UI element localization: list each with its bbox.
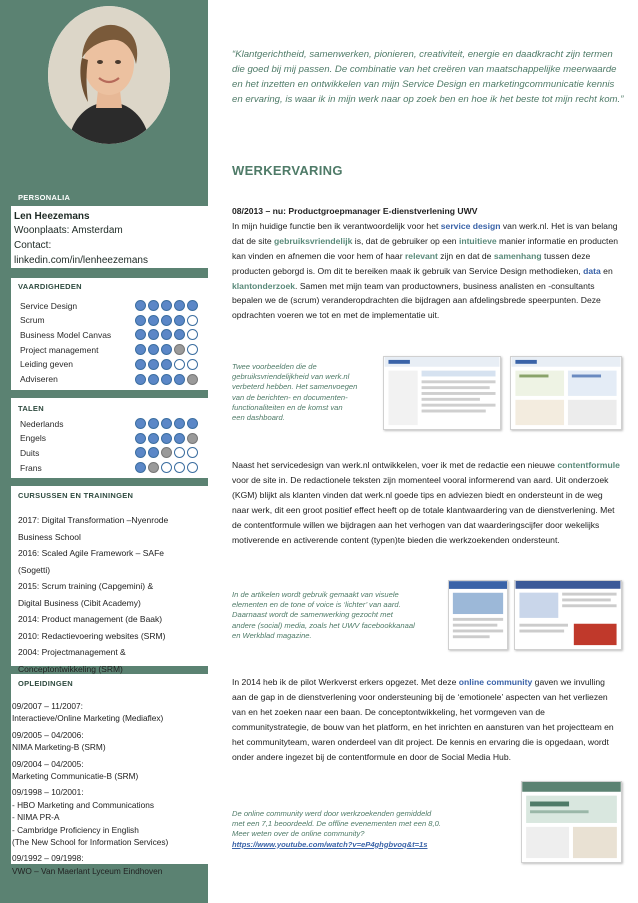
rating-dot-icon <box>135 329 146 340</box>
rating-dot-icon <box>148 300 159 311</box>
rating-dot-icon <box>174 447 185 458</box>
rating-dot-icon <box>161 359 172 370</box>
personalia-heading: PERSONALIA <box>18 193 71 202</box>
rating-dot-icon <box>135 300 146 311</box>
rating-dot-icon <box>148 315 159 326</box>
skill-row <box>20 373 198 386</box>
language-label: Frans <box>20 462 42 473</box>
education-line: Marketing Communicatie-B (SRM) <box>12 771 139 782</box>
education-line: - HBO Marketing and Communications <box>12 799 155 810</box>
rating-dot-icon <box>135 344 146 355</box>
course-line: 2015: Scrum training (Capgemini) & <box>18 581 154 591</box>
skill-row <box>20 343 198 356</box>
rating-dot-icon <box>187 418 198 429</box>
skill-label: Business Model Canvas <box>20 329 112 340</box>
keyword: relevant <box>404 250 438 261</box>
rating-dot-icon <box>187 462 198 473</box>
skill-row <box>20 358 198 371</box>
rating-dot-icon <box>187 433 198 444</box>
rating-dot-icon <box>187 300 198 311</box>
keyword: contentformule <box>557 460 620 470</box>
job-paragraph-1: In mijn huidige functie ben ik verantwoordelijk voor het service design van werk.nl. Het is van belang dat de site gebruiksvriendelijk is, dat de gebruiker op een intuitieve manier informatie en producten kan vinden en afnemen die voor hem of haar relevant zijn en dat de samenhang tussen deze producten geborgd is. Om dit te bereiken maak ik gebruik van Service Design methodieken, data en klantonderzoek. Samen met mijn team van productowners, business analisten en -consultants bepalen we de (scrum) veranderopdrachten die bijdragen aan afdelingsbrede speerpunten. Deze opdrachten voeren we tot en met de implementatie uit. <box>232 220 619 321</box>
caption-contentformule: In de artikelen wordt gebruik gemaakt van visuele elementen en de tone of voice is ‘lichter’ van aard. Daarnaast wordt de samenwerking gezocht met andere (social) media, zoals het UWV facebookkanaal en Werkblad magazine. <box>232 590 415 640</box>
course-line: 2016: Scaled Agile Framework – SAFe <box>18 548 164 558</box>
language-row <box>20 432 198 445</box>
rating-dot-icon <box>161 418 172 429</box>
education-line: VWO – Van Maerlant Lyceum Eindhoven <box>12 865 163 876</box>
keyword: data <box>583 265 601 276</box>
education-list <box>12 700 202 877</box>
rating-dot-icon <box>148 374 159 385</box>
contentformule-paragraph: Naast het servicedesign van werk.nl ontwikkelen, voer ik met de redactie een nieuwe contentformule voor de site in. De redactionele teksten zijn momenteel vooral informerend van aard. Uit onderzoek (KGM) blijkt als klanten vinden dat werk.nl goede tips en adviezen biedt en ondersteunt in de weg naar werk, dit een groot positief effect heeft op de totale klantwaardering van de dienstverlening. Met de contentformule willen we bijdragen aan het verhogen van dat waarderingscijfer door wekelijks motiverende en activerende content (typen)te bieden die werkzoekenden ondersteunt. <box>232 460 620 545</box>
rating-dot-icon <box>148 418 159 429</box>
keyword: samenhang <box>493 250 542 261</box>
skill-label: Scrum <box>20 315 45 326</box>
rating-dot-icon <box>187 374 198 385</box>
course-line: 2004: Projectmanagement & <box>18 647 126 657</box>
rating-dot-icon <box>161 462 172 473</box>
rating-dot-icon <box>187 359 198 370</box>
rating-dot-icon <box>174 315 185 326</box>
education-line: 09/2007 – 11/2007: <box>12 701 83 711</box>
rating-dot-icon <box>148 329 159 340</box>
skill-rating <box>135 359 198 370</box>
rating-dot-icon <box>161 447 172 458</box>
keyword: klantonderzoek <box>232 280 296 291</box>
course-line: Digital Business (Cibit Academy) <box>18 597 141 608</box>
course-line: Conceptontwikkeling (SRM) <box>18 663 123 674</box>
education-line: 09/1992 – 09/1998: <box>12 853 84 864</box>
language-label: Engels <box>20 433 46 444</box>
screenshot-community <box>521 781 622 863</box>
course-line: (Sogetti) <box>18 564 51 575</box>
education-line: Interactieve/Online Marketing (Mediaflex) <box>12 713 164 724</box>
rating-dot-icon <box>148 447 159 458</box>
skill-rating <box>135 374 198 385</box>
language-row <box>20 461 198 474</box>
job-section <box>232 204 620 323</box>
community-paragraph: In 2014 heb ik de pilot Werkverst erkers opgezet. Met deze online community gaven we invulling aan de gap in de dienstverlening voor ondersteuning bij de ‘emotionele’ aspecten van het verliezen van en het zoeken naar een baan. De conceptontwikkeling, het vormgeven van de communitystrategie, de bouw van het platform, en het inrichten en aansturen van het projectteam en het communityteam, waren onderdeel van dit project. De kennis en ervaring die is opgedaan, wordt onder andere ingezet bij de contentformule en door de Social Media Hub. <box>232 677 614 762</box>
language-rating <box>135 462 198 473</box>
education-line: (The New School for Information Services) <box>12 837 169 848</box>
rating-dot-icon <box>161 344 172 355</box>
rating-dot-icon <box>161 374 172 385</box>
rating-dot-icon <box>174 344 185 355</box>
screenshot-artikel <box>448 580 508 650</box>
rating-dot-icon <box>135 433 146 444</box>
profile-photo <box>48 6 170 144</box>
rating-dot-icon <box>161 433 172 444</box>
skill-row <box>20 328 198 341</box>
rating-dot-icon <box>187 344 198 355</box>
person-name: Len Heezemans <box>14 211 90 222</box>
keyword: online community <box>458 677 533 687</box>
rating-dot-icon <box>187 447 198 458</box>
keyword: gebruiksvriendelijk <box>274 235 353 246</box>
rating-dot-icon <box>135 315 146 326</box>
rating-dot-icon <box>187 315 198 326</box>
rating-dot-icon <box>174 462 185 473</box>
rating-dot-icon <box>174 300 185 311</box>
opleidingen-heading: OPLEIDINGEN <box>18 679 73 688</box>
rating-dot-icon <box>174 374 185 385</box>
education-line: - Cambridge Proficiency in English <box>12 824 139 835</box>
contact-label: Contact: <box>14 240 52 251</box>
skill-label: Adviseren <box>20 374 58 384</box>
skill-rating <box>135 300 198 311</box>
language-rating <box>135 418 198 429</box>
skill-label: Leiding geven <box>20 359 73 370</box>
skill-rating <box>135 329 198 340</box>
screenshot-werknl-dashboard <box>510 356 622 430</box>
keyword: service design <box>440 220 501 231</box>
course-line: Business School <box>18 531 81 542</box>
skill-label: Project management <box>20 344 99 355</box>
rating-dot-icon <box>135 418 146 429</box>
skill-rating <box>135 344 198 355</box>
cursussen-heading: CURSUSSEN EN TRAININGEN <box>18 491 134 500</box>
rating-dot-icon <box>174 329 185 340</box>
education-line: 09/1998 – 10/2001: <box>12 787 84 798</box>
education-line: - NIMA PR-A <box>12 812 60 823</box>
rating-dot-icon <box>174 418 185 429</box>
rating-dot-icon <box>161 329 172 340</box>
course-list <box>18 512 196 677</box>
youtube-link[interactable]: https://www.youtube.com/watch?v=eP4ghgbvoq&t=1s <box>232 839 428 849</box>
language-rating <box>135 433 198 444</box>
caption-werknl: Twee voorbeelden die de gebruiksvriendelijkheid van werk.nl verbeterd hebben. Het samenvoegen van de berichten- en documenten- functionaliteiten en de komst van een dashboard. <box>232 362 358 423</box>
vaardigheden-heading: VAARDIGHEDEN <box>18 282 82 291</box>
language-row <box>20 446 198 459</box>
rating-dot-icon <box>135 462 146 473</box>
course-line: 2017: Digital Transformation –Nyenrode <box>18 515 169 525</box>
keyword: intuitieve <box>458 235 497 246</box>
rating-dot-icon <box>135 447 146 458</box>
personal-quote: “Klantgerichtheid, samenwerken, pionieren, creativiteit, energie en daadkracht zijn termen die goed bij mij passen. De combinatie van het creëren van maatschappelijke meerwaarde en het inzetten en ontwikkelen van mijn Service Design en marketingcommunicatie kennis en ervaring, is waar ik in mijn werk naar op zoek ben en hoe ik het beste tot mijn recht kom.” <box>232 49 624 105</box>
screenshot-werknl-berichten <box>383 356 501 430</box>
skill-label: Service Design <box>20 300 78 311</box>
rating-dot-icon <box>135 374 146 385</box>
language-label: Duits <box>20 447 40 458</box>
rating-dot-icon <box>161 300 172 311</box>
rating-dot-icon <box>148 433 159 444</box>
job-title: 08/2013 – nu: Productgroepmanager E-dienstverlening UWV <box>232 206 478 216</box>
language-rating <box>135 447 198 458</box>
skill-row <box>20 299 198 312</box>
skill-row <box>20 314 198 327</box>
course-line: 2010: Redactievoering websites (SRM) <box>18 630 166 641</box>
caption-community: De online community werd door werkzoekenden gemiddeld met een 7,1 beoordeeld. De offline evenementen met een 8,0. Meer weten over de online community? https://www.youtube.com/watch?v=eP4ghgbvoq&t=1s <box>232 809 441 849</box>
rating-dot-icon <box>174 433 185 444</box>
education-line: NIMA Marketing-B (SRM) <box>12 742 106 753</box>
rating-dot-icon <box>148 462 159 473</box>
rating-dot-icon <box>148 344 159 355</box>
rating-dot-icon <box>148 359 159 370</box>
course-line: 2014: Product management (de Baak) <box>18 614 163 624</box>
rating-dot-icon <box>174 359 185 370</box>
werkervaring-heading: WERKERVARING <box>232 163 343 178</box>
rating-dot-icon <box>187 329 198 340</box>
education-line: 09/2004 – 04/2005: <box>12 758 84 769</box>
screenshot-facebook <box>514 580 622 650</box>
talen-heading: TALEN <box>18 404 44 413</box>
language-label: Nederlands <box>20 418 64 429</box>
education-line: 09/2005 – 04/2006: <box>12 729 84 740</box>
language-row <box>20 417 198 430</box>
rating-dot-icon <box>135 359 146 370</box>
residence: Woonplaats: Amsterdam <box>14 225 123 236</box>
skill-rating <box>135 315 198 326</box>
linkedin-link[interactable]: linkedin.com/in/lenheezemans <box>14 255 148 266</box>
rating-dot-icon <box>161 315 172 326</box>
